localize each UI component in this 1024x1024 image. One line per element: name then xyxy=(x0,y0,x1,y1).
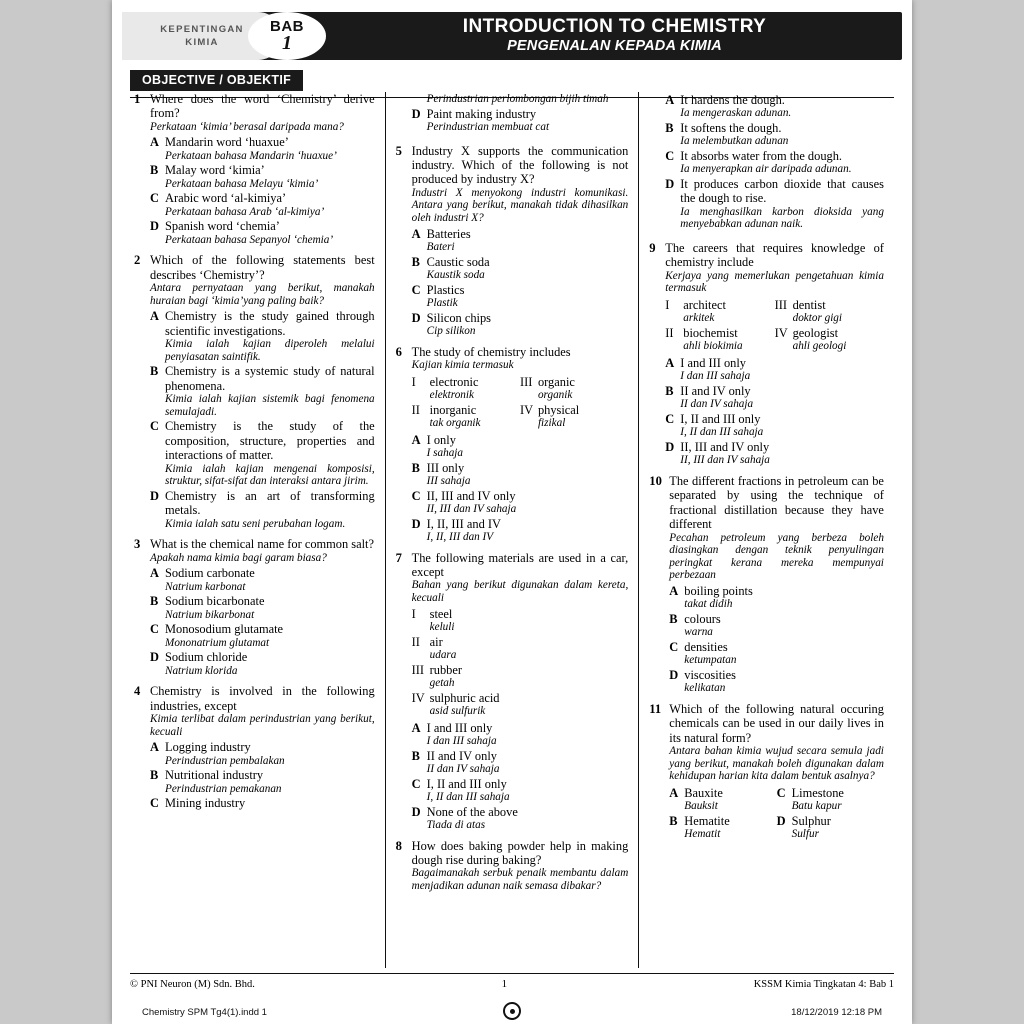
option-label: A xyxy=(669,786,679,800)
option-text-ms: Ia mengeraskan adunan. xyxy=(680,107,792,120)
print-filename: Chemistry SPM Tg4(1).indd 1 xyxy=(142,1007,267,1018)
chapter-badge-number: 1 xyxy=(282,32,292,54)
question-stem: What is the chemical name for common salt? xyxy=(150,537,374,552)
roman-label: I xyxy=(411,374,416,389)
option-text-ms: Natrium klorida xyxy=(165,664,238,677)
roman-text: electronic xyxy=(429,374,479,389)
option-text-ms: Perkataan bahasa Mandarin ‘huaxue’ xyxy=(165,149,337,162)
option-text-ms: Tiada di atas xyxy=(426,819,486,831)
option-text-ms: II dan IV sahaja xyxy=(680,398,754,411)
chapter-badge xyxy=(250,14,324,58)
option-text-ms: Kimia ialah kajian diperoleh melalui penyiasatan saintifik. xyxy=(165,338,375,363)
option-d[interactable] xyxy=(669,668,884,695)
roman-text-ms: arkitek xyxy=(683,312,715,325)
option-text: Limestone xyxy=(791,786,844,800)
roman-text-ms: udara xyxy=(429,649,457,661)
roman-label: II xyxy=(411,402,420,417)
roman-label: IV xyxy=(774,326,788,340)
column-3 xyxy=(639,92,894,968)
option-c[interactable] xyxy=(150,419,375,487)
option-label: C xyxy=(150,622,159,637)
option-text: II and IV only xyxy=(426,748,497,763)
option-text: Chemistry is the study gained through scientific investigations. xyxy=(165,309,375,338)
option-text-ms: Kimia ialah satu seni perubahan logam. xyxy=(165,517,346,530)
roman-text: architect xyxy=(683,298,726,312)
option-label: A xyxy=(411,226,421,241)
option-d[interactable] xyxy=(412,805,629,832)
option-text-ms: Kimia ialah kajian mengenai komposisi, struktur, sifat-sifat dan interaksi antara jirim. xyxy=(165,462,375,488)
question-stem: Chemistry is involved in the following industries, except xyxy=(150,684,375,713)
option-text: Sodium chloride xyxy=(165,650,248,665)
roman-label: I xyxy=(665,298,670,312)
option-label: C xyxy=(150,419,159,434)
worksheet-page xyxy=(112,0,912,1024)
roman-text-ms: ahli biokimia xyxy=(683,340,743,353)
chapter-tab-line2: KIMIA xyxy=(185,37,219,48)
option-c[interactable] xyxy=(412,489,629,516)
option-label: D xyxy=(411,106,421,121)
option-label: C xyxy=(150,191,159,206)
option-d[interactable] xyxy=(412,517,629,544)
option-b[interactable] xyxy=(669,612,884,639)
roman-row-1 xyxy=(665,297,884,325)
option-label: B xyxy=(665,121,674,135)
roman-text: biochemist xyxy=(683,326,738,340)
option-text-ms: Perindustrian pembalakan xyxy=(165,754,285,767)
chapter-title-en: INTRODUCTION TO CHEMISTRY xyxy=(462,16,767,37)
question-7 xyxy=(396,551,629,832)
roman-label: IV xyxy=(411,690,425,705)
option-text: Arabic word ‘al-kimiya’ xyxy=(165,191,287,206)
question-stem-ms: Perkataan ‘kimia’ berasal daripada mana? xyxy=(150,120,344,133)
option-text-ms: Sulfur xyxy=(791,828,819,841)
question-3 xyxy=(134,537,375,677)
roman-row-2 xyxy=(665,325,884,353)
question-number: 10 xyxy=(649,474,662,488)
roman-label: II xyxy=(665,326,674,340)
option-label: A xyxy=(665,93,675,107)
option-text: It softens the dough. xyxy=(680,121,782,135)
roman-text: sulphuric acid xyxy=(429,690,500,705)
chapter-badge-label: BAB xyxy=(270,18,304,35)
option-text-ms: Perkataan bahasa Melayu ‘kimia’ xyxy=(165,177,319,190)
roman-label: II xyxy=(411,634,420,649)
question-2 xyxy=(134,253,375,530)
option-d[interactable] xyxy=(412,107,629,134)
option-text: boiling points xyxy=(684,584,753,598)
footer-source: KSSM Kimia Tingkatan 4: Bab 1 xyxy=(753,978,894,990)
option-text-ms: Cip silikon xyxy=(426,325,476,337)
question-9 xyxy=(649,241,884,467)
roman-text-ms: elektronik xyxy=(429,389,474,401)
section-label: OBJECTIVE / OBJEKTIF xyxy=(130,70,303,91)
option-label: C xyxy=(411,282,421,297)
option-c[interactable] xyxy=(665,412,884,439)
option-text-ms: Natrium karbonat xyxy=(165,580,246,593)
roman-text: dentist xyxy=(792,298,826,312)
option-text: Logging industry xyxy=(165,740,251,755)
option-label: D xyxy=(150,488,159,503)
question-stem-ms: Industri X menyokong industri komunikasi. Antara yang berikut, manakah tidak dihasilkan oleh industri X? xyxy=(411,186,629,224)
option-text-ms: I, II dan III sahaja xyxy=(680,426,764,439)
option-text-ms: I, II, III dan IV xyxy=(426,531,494,543)
roman-label: III xyxy=(519,374,533,389)
option-text-ms: Bauksit xyxy=(684,800,718,813)
page-footer xyxy=(130,973,894,990)
option-text: Mining industry xyxy=(165,796,246,811)
option-text: III only xyxy=(426,460,465,475)
question-number: 4 xyxy=(134,684,141,699)
option-text-ms: ketumpatan xyxy=(684,654,737,667)
option-label: A xyxy=(150,740,159,755)
option-a[interactable] xyxy=(412,227,629,254)
option-text: Spanish word ‘chemia’ xyxy=(165,219,280,234)
registration-mark-icon xyxy=(503,1002,521,1020)
option-label: A xyxy=(150,135,159,150)
option-text-ms: II, III dan IV sahaja xyxy=(426,503,517,515)
question-number: 7 xyxy=(395,550,402,565)
option-a[interactable] xyxy=(669,786,776,813)
roman-text-ms: ahli geologi xyxy=(792,340,847,353)
option-label: C xyxy=(150,796,159,811)
option-c[interactable] xyxy=(777,786,884,813)
print-timestamp: 18/12/2019 12:18 PM xyxy=(791,1007,882,1018)
option-label: D xyxy=(776,814,786,828)
question-5 xyxy=(396,144,629,338)
question-8 xyxy=(396,839,629,893)
question-stem: Industry X supports the communication industry. Which of the following is not produced by industry X? xyxy=(411,143,629,187)
roman-label: I xyxy=(411,606,416,621)
option-c[interactable] xyxy=(150,191,375,218)
option-label: D xyxy=(150,650,159,665)
question-stem-ms: Bahan yang berikut digunakan dalam kereta, kecuali xyxy=(411,579,629,604)
option-a[interactable] xyxy=(665,93,884,120)
roman-row-1 xyxy=(412,374,629,402)
option-text: None of the above xyxy=(426,804,518,819)
roman-text: rubber xyxy=(429,662,462,677)
option-a[interactable] xyxy=(412,433,629,460)
option-label: B xyxy=(411,254,420,269)
option-c[interactable] xyxy=(412,777,629,804)
question-stem-ms: Apakah nama kimia bagi garam biasa? xyxy=(150,551,327,564)
option-label: C xyxy=(665,149,675,163)
roman-row-2 xyxy=(412,402,629,430)
option-row-2 xyxy=(669,813,884,841)
roman-label: IV xyxy=(519,402,534,417)
option-text: Batteries xyxy=(426,226,471,241)
option-text: Bauxite xyxy=(684,786,723,800)
option-c-ms-continued xyxy=(412,93,629,106)
option-label: B xyxy=(150,364,159,379)
option-label: C xyxy=(411,488,421,503)
question-number: 6 xyxy=(395,344,402,359)
question-stem: The careers that requires knowledge of chemistry include xyxy=(665,241,884,270)
option-text: Caustic soda xyxy=(426,254,490,269)
question-columns xyxy=(130,92,894,968)
option-label: C xyxy=(665,412,675,426)
option-text-ms: warna xyxy=(684,626,713,639)
option-text-ms: Perindustrian perlombongan bijih timah xyxy=(426,93,609,105)
question-number: 3 xyxy=(134,537,141,552)
question-stem: How does baking powder help in making dough rise during baking? xyxy=(411,838,629,867)
option-d[interactable] xyxy=(150,489,375,530)
question-number: 11 xyxy=(649,702,662,716)
question-number: 5 xyxy=(395,143,402,158)
option-label: C xyxy=(669,640,679,654)
option-d[interactable] xyxy=(665,177,884,231)
option-text: Silicon chips xyxy=(426,310,492,325)
option-text: I and III only xyxy=(680,356,746,370)
option-c[interactable] xyxy=(412,283,629,310)
question-stem: Which of the following statements best describes ‘Chemistry’? xyxy=(150,253,375,282)
question-1 xyxy=(134,92,375,246)
column-1 xyxy=(130,92,385,968)
question-4 xyxy=(134,684,375,810)
option-text: II, III and IV only xyxy=(680,440,770,454)
option-b[interactable] xyxy=(150,364,375,418)
roman-iii xyxy=(412,663,629,690)
option-text: Sulphur xyxy=(791,814,831,828)
option-text-ms: Perindustrian pemakanan xyxy=(165,782,282,795)
option-a[interactable] xyxy=(150,566,375,593)
chapter-tab-line1: KEPENTINGAN xyxy=(160,24,244,35)
option-d[interactable] xyxy=(665,440,884,467)
option-label: A xyxy=(150,566,159,581)
option-text: It produces carbon dioxide that causes the dough to rise. xyxy=(680,177,884,206)
option-text-ms: I, II dan III sahaja xyxy=(426,791,510,803)
option-d[interactable] xyxy=(150,650,375,677)
option-text: Mandarin word ‘huaxue’ xyxy=(165,135,289,150)
option-text: Chemistry is a systemic study of natural phenomena. xyxy=(165,364,375,393)
option-text: Chemistry is the study of the composition, structure, properties and interactions of matter. xyxy=(165,419,375,463)
option-a[interactable] xyxy=(150,309,375,363)
question-number: 2 xyxy=(134,253,141,268)
roman-iv xyxy=(412,691,629,718)
option-a[interactable] xyxy=(150,135,375,162)
option-text: Malay word ‘kimia’ xyxy=(165,163,265,178)
option-label: B xyxy=(669,814,678,828)
option-c[interactable] xyxy=(150,622,375,649)
option-text-ms: Perkataan bahasa Sepanyol ‘chemia’ xyxy=(165,233,334,246)
option-text-ms: Kimia ialah kajian sistemik bagi fenomena semulajadi. xyxy=(165,393,375,418)
option-label: B xyxy=(150,163,159,178)
option-text-ms: Plastik xyxy=(426,297,458,309)
option-d[interactable] xyxy=(777,814,884,841)
option-label: A xyxy=(411,432,421,447)
option-text-ms: I sahaja xyxy=(426,447,463,459)
question-6 xyxy=(396,345,629,544)
option-text: Sodium carbonate xyxy=(165,566,255,581)
option-label: D xyxy=(411,310,421,325)
roman-text-ms: asid sulfurik xyxy=(429,705,486,717)
option-text-ms: Batu kapur xyxy=(791,800,842,813)
question-8-continued xyxy=(649,92,884,231)
option-text-ms: II dan IV sahaja xyxy=(426,763,500,775)
option-c[interactable] xyxy=(665,149,884,176)
option-text: It absorbs water from the dough. xyxy=(680,149,843,163)
option-label: B xyxy=(669,612,678,626)
option-text-ms: Ia melembutkan adunan xyxy=(680,135,789,148)
roman-text: physical xyxy=(537,402,580,417)
option-a[interactable] xyxy=(150,740,375,767)
option-label: B xyxy=(150,768,159,783)
question-number: 8 xyxy=(395,838,402,853)
option-text-ms: Perindustrian membuat cat xyxy=(426,121,550,133)
roman-text: inorganic xyxy=(429,402,477,417)
option-text-ms: Kaustik soda xyxy=(426,269,485,281)
option-c[interactable] xyxy=(669,640,884,667)
option-row-1 xyxy=(669,785,884,813)
option-a[interactable] xyxy=(412,721,629,748)
option-label: D xyxy=(665,177,675,191)
option-text: colours xyxy=(684,612,721,626)
option-text-ms: I dan III sahaja xyxy=(680,370,751,383)
option-text-ms: Natrium bikarbonat xyxy=(165,608,255,621)
option-text: Sodium bicarbonate xyxy=(165,594,265,609)
question-stem-ms: Antara pernyataan yang berikut, manakah huraian bagi ‘kimia’yang paling baik? xyxy=(150,282,375,307)
option-b[interactable] xyxy=(665,121,884,148)
option-label: A xyxy=(150,309,159,324)
option-label: D xyxy=(150,219,159,234)
option-label: A xyxy=(665,356,675,370)
option-text: II, III and IV only xyxy=(426,488,516,503)
option-b[interactable] xyxy=(665,384,884,411)
question-stem-ms: Pecahan petroleum yang berbeza boleh diasingkan dengan teknik penyulingan peringkat kerana mereka mempunyai perbezaan xyxy=(669,531,884,582)
roman-text-ms: keluli xyxy=(429,621,455,633)
roman-text: geologist xyxy=(792,326,839,340)
option-text-ms: III sahaja xyxy=(426,475,471,487)
option-label: B xyxy=(665,384,674,398)
question-10 xyxy=(649,474,884,695)
option-text: Chemistry is an art of transforming metals. xyxy=(165,488,375,518)
option-text-ms: I dan III sahaja xyxy=(426,735,497,747)
roman-i xyxy=(412,607,629,634)
chapter-title-ms: PENGENALAN KEPADA KIMIA xyxy=(507,38,722,54)
option-label: D xyxy=(665,440,675,454)
option-text: It hardens the dough. xyxy=(680,93,785,107)
option-text: I and III only xyxy=(426,720,493,735)
option-label: A xyxy=(411,720,421,735)
question-stem-ms: Kimia terlibat dalam perindustrian yang berikut, kecuali xyxy=(150,713,375,738)
question-stem: The following materials are used in a car, except xyxy=(411,550,629,579)
roman-text: air xyxy=(429,634,443,649)
option-text: Plastics xyxy=(426,282,465,297)
option-b[interactable] xyxy=(150,163,375,190)
option-label: C xyxy=(776,786,786,800)
roman-label: III xyxy=(774,298,787,312)
option-text-ms: II, III dan IV sahaja xyxy=(680,454,770,467)
question-stem-ms: Kajian kimia termasuk xyxy=(411,359,514,371)
roman-text-ms: fizikal xyxy=(537,417,566,429)
option-text-ms: Perkataan bahasa Arab ‘al-kimiya’ xyxy=(165,205,325,218)
question-stem: The study of chemistry includes xyxy=(411,344,571,359)
option-text-ms: Ia menghasilkan karbon dioksida yang menyebabkan adunan naik. xyxy=(680,205,884,231)
option-label: B xyxy=(411,460,420,475)
option-text-ms: kelikatan xyxy=(684,682,726,695)
question-number: 9 xyxy=(649,241,656,255)
option-b[interactable] xyxy=(412,749,629,776)
option-text: Hematite xyxy=(684,814,730,828)
question-number: 1 xyxy=(134,92,141,106)
column-2 xyxy=(385,92,640,968)
option-text: II and IV only xyxy=(680,384,751,398)
option-a[interactable] xyxy=(665,356,884,383)
option-text: I, II and III only xyxy=(426,776,507,791)
option-b[interactable] xyxy=(150,768,375,795)
option-d[interactable] xyxy=(150,219,375,246)
option-text-ms: Mononatrium glutamat xyxy=(165,636,270,649)
option-text: I only xyxy=(426,432,456,447)
option-a[interactable] xyxy=(669,584,884,611)
option-text-ms: Ia menyerapkan air daripada adunan. xyxy=(680,163,852,176)
option-text: I, II, III and IV xyxy=(426,516,501,531)
option-b[interactable] xyxy=(669,814,776,841)
option-b[interactable] xyxy=(412,255,629,282)
option-label: B xyxy=(150,594,159,609)
roman-text-ms: organik xyxy=(537,389,573,401)
option-c[interactable] xyxy=(150,796,375,810)
roman-text: organic xyxy=(537,374,575,389)
question-11 xyxy=(649,702,884,841)
question-stem-ms: Antara bahan kimia wujud secara semula jadi yang berikut, manakah boleh digunakan dalam kehidupan harian kita dalam bentuk asalnya? xyxy=(669,745,884,783)
chapter-banner xyxy=(122,12,902,60)
option-text: I, II and III only xyxy=(680,412,761,426)
question-stem: Which of the following natural occuring chemicals can be used in our daily lives in its natural form? xyxy=(669,702,884,745)
option-label: B xyxy=(411,748,420,763)
page-number: 1 xyxy=(501,978,508,990)
option-label: D xyxy=(669,668,679,682)
option-text-ms: takat didih xyxy=(684,598,733,611)
roman-text-ms: doktor gigi xyxy=(792,312,843,325)
option-text-ms: Bateri xyxy=(426,241,455,253)
option-text: viscosities xyxy=(684,668,736,682)
option-b[interactable] xyxy=(150,594,375,621)
question-stem-ms: Bagaimanakah serbuk penaik membantu dalam menjadikan adunan naik semasa dibakar? xyxy=(411,867,629,892)
question-4-continued xyxy=(396,92,629,134)
question-stem: The different fractions in petroleum can be separated by using the technique of fractional distillation because they have different xyxy=(669,474,884,532)
question-stem: Where does the word ‘Chemistry’ derive from? xyxy=(150,92,375,121)
option-text: Monosodium glutamate xyxy=(165,622,284,637)
footer-copyright: © PNI Neuron (M) Sdn. Bhd. xyxy=(130,978,255,990)
option-text: Nutritional industry xyxy=(165,768,264,783)
option-text: densities xyxy=(684,640,728,654)
option-label: C xyxy=(411,776,421,791)
roman-text: steel xyxy=(429,606,453,621)
roman-ii xyxy=(412,635,629,662)
chapter-titles xyxy=(337,16,892,55)
option-text-ms: Hematit xyxy=(684,828,721,841)
option-label: A xyxy=(669,584,679,598)
roman-text-ms: getah xyxy=(429,677,455,689)
option-text: Paint making industry xyxy=(426,106,537,121)
question-stem-ms: Kerjaya yang memerlukan pengetahuan kimia termasuk xyxy=(665,269,884,295)
option-b[interactable] xyxy=(412,461,629,488)
roman-text-ms: tak organik xyxy=(429,417,481,429)
option-d[interactable] xyxy=(412,311,629,338)
option-label: D xyxy=(411,804,421,819)
option-label: D xyxy=(411,516,421,531)
roman-label: III xyxy=(411,662,425,677)
